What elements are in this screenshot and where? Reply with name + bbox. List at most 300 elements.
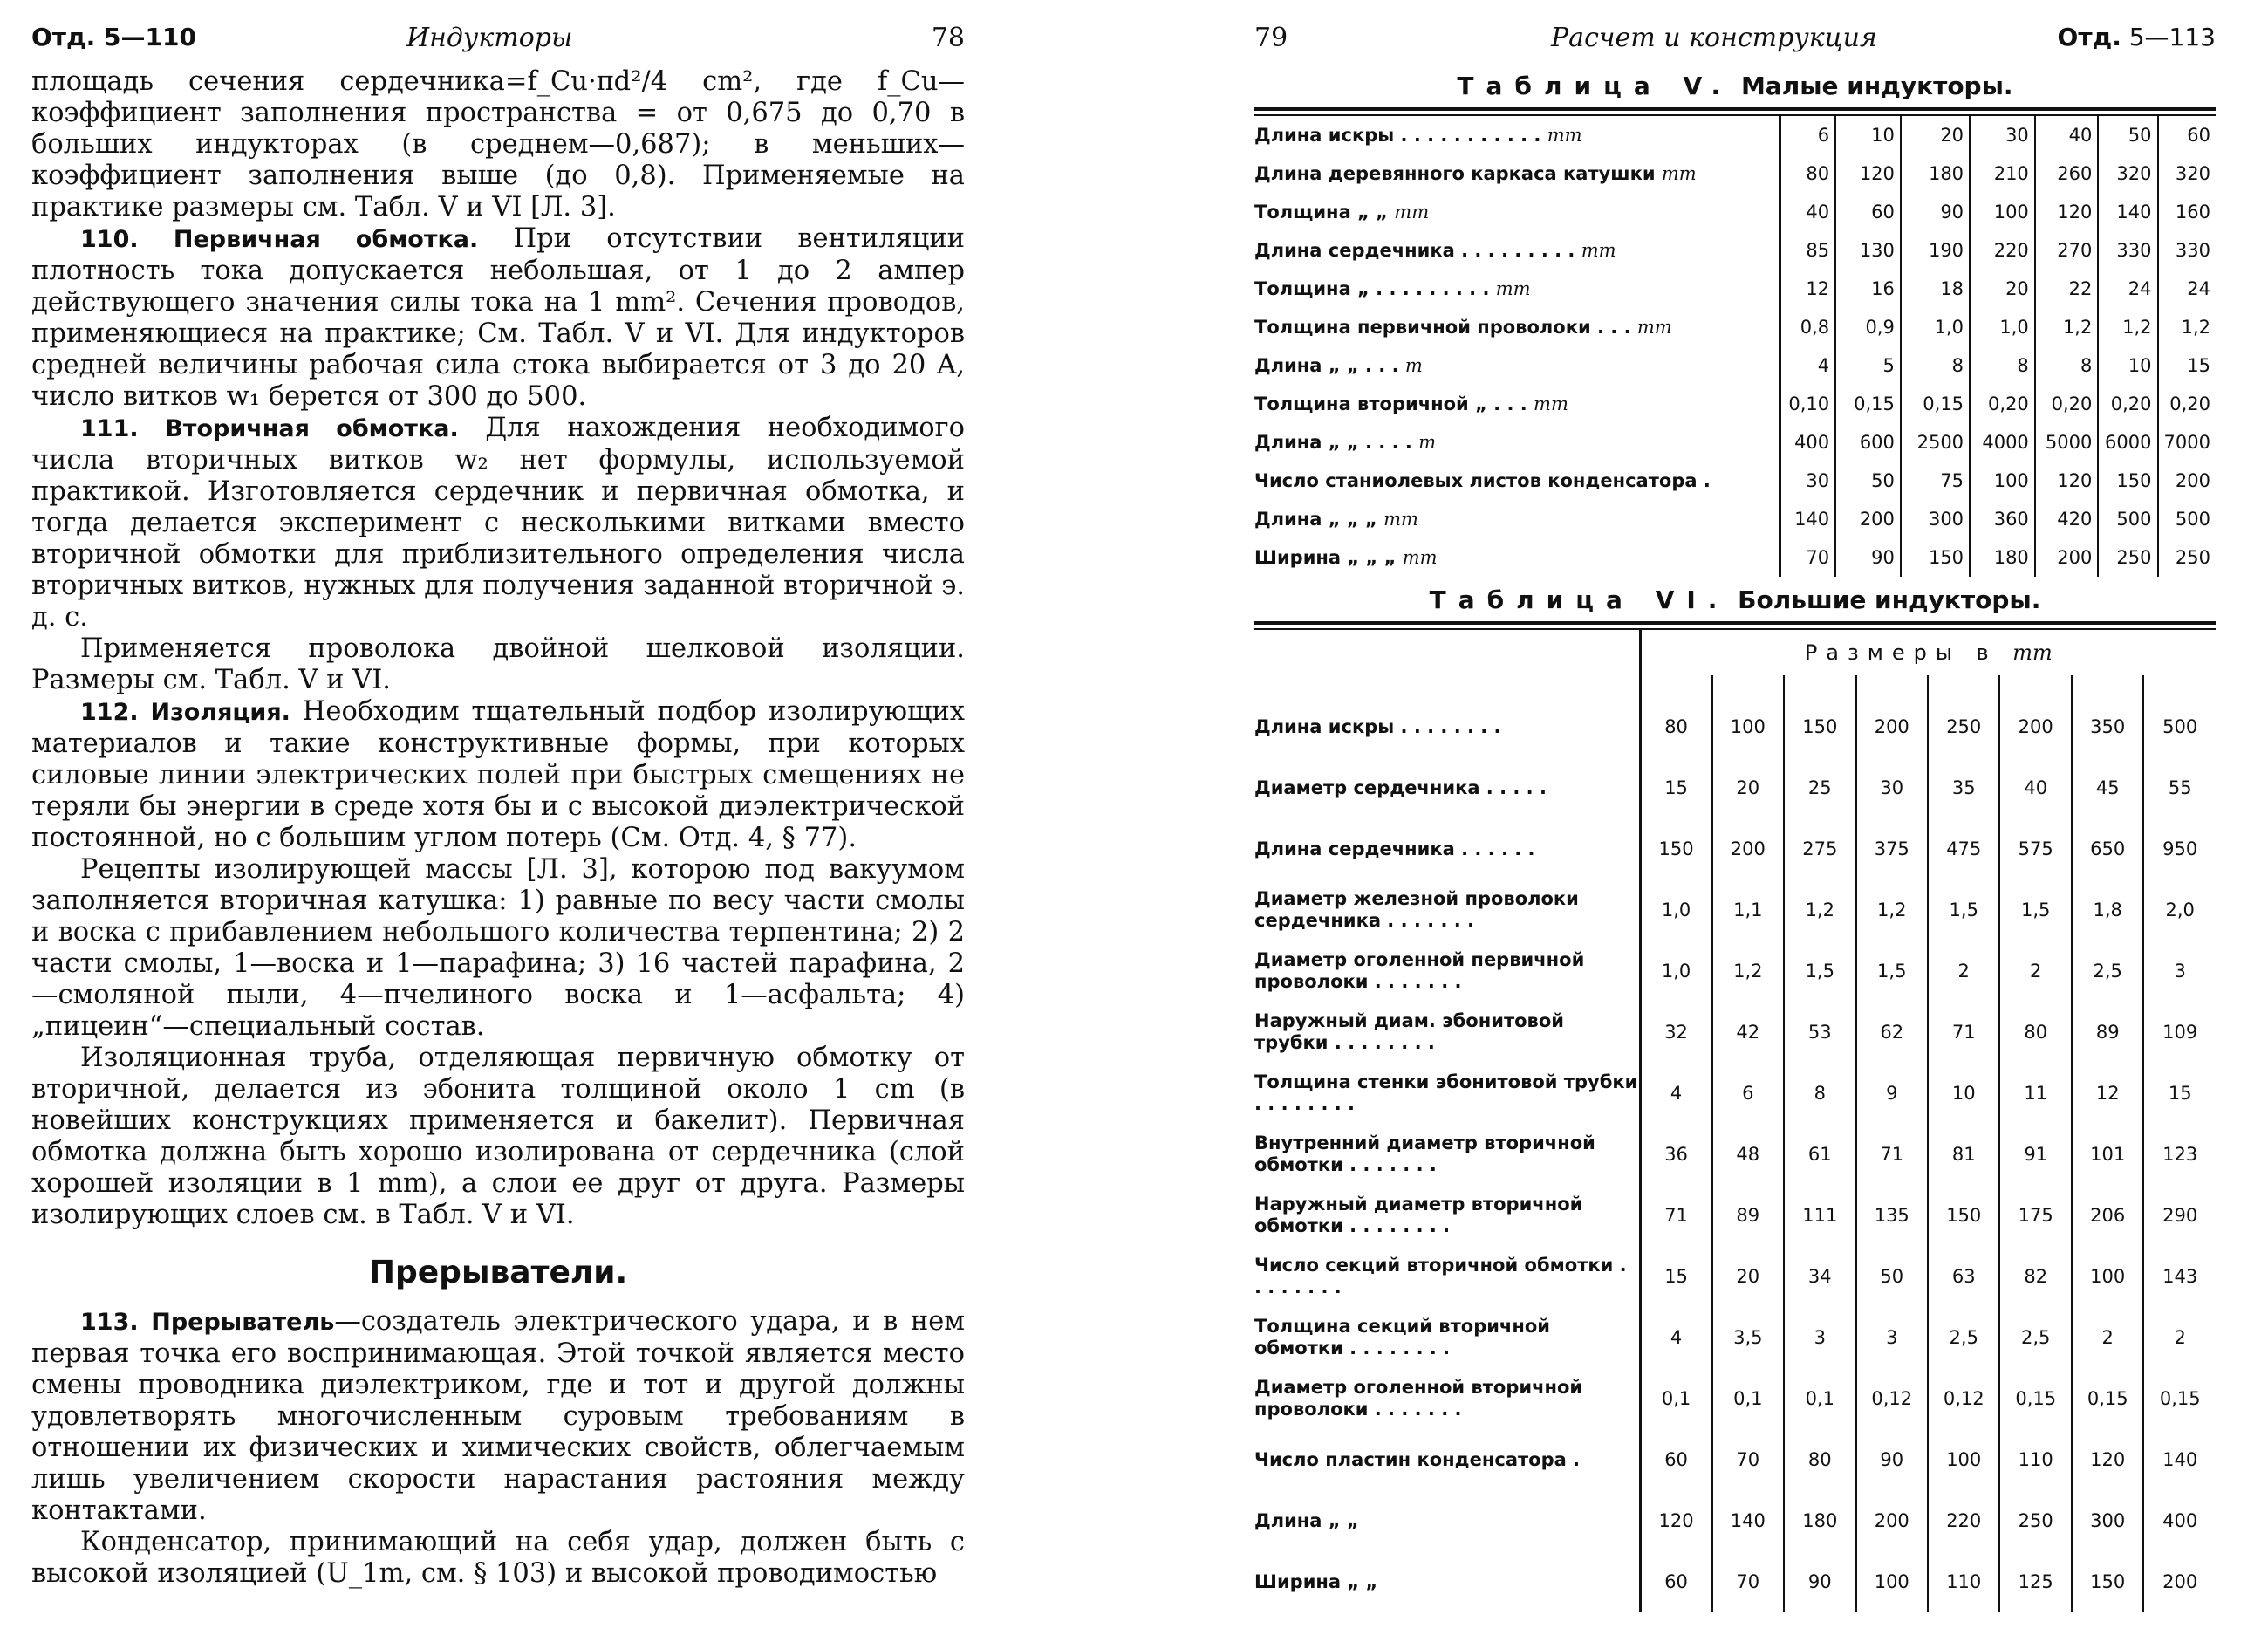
table5-row (1254, 385, 2216, 423)
table6-cell: 50 (1856, 1246, 1928, 1307)
table6-cell: 200 (2143, 1551, 2216, 1612)
table6-cell: 20 (1712, 757, 1784, 818)
table6-cell: 15 (1640, 757, 1711, 818)
table6-cell: 81 (1928, 1124, 1999, 1185)
table5-cell: 12 (1780, 270, 1835, 308)
table5-cell: 250 (2158, 538, 2217, 577)
table6-cell: 150 (1640, 818, 1711, 879)
table5-label-text: Длина сердечника . . . . . . . . . (1254, 240, 1575, 261)
table5-top-rule (1254, 107, 2216, 116)
table5-cell: 180 (1970, 538, 2035, 577)
table5-label-text: Длина искры . . . . . . . . . . . (1254, 125, 1541, 146)
table6-cell: 300 (2072, 1490, 2143, 1551)
table6-cell: 40 (1999, 757, 2071, 818)
table6-cell: 1,0 (1640, 879, 1711, 941)
table5-cell: 1,0 (1970, 308, 2035, 346)
table6-cell: 71 (1928, 1002, 1999, 1063)
table6-row-label: Число секций вторичной обмотки . . . . . . . . (1254, 1255, 1627, 1297)
table6-cell: 400 (2143, 1490, 2216, 1551)
table6-cell: 1,5 (1928, 879, 1999, 941)
table6-cell: 125 (1999, 1551, 2071, 1612)
table5-cell: 8 (1901, 346, 1970, 385)
table5-cell: 0,15 (1901, 385, 1970, 423)
table6-cell: 1,5 (1784, 941, 1855, 1002)
table6-cell: 0,15 (2072, 1368, 2143, 1429)
table5-cell: 90 (1901, 193, 1970, 231)
table6-row-label: Длина „ „ (1254, 1509, 1359, 1531)
table6-cell: 3,5 (1712, 1307, 1784, 1368)
paragraph-number: 113. (80, 1309, 139, 1336)
table5-cell: 250 (2098, 538, 2157, 577)
table6-cell: 48 (1712, 1124, 1784, 1185)
table6-cell: 91 (1999, 1124, 2071, 1185)
table6-cell: 150 (1784, 696, 1855, 757)
table6-spacer-cell (1999, 675, 2071, 696)
table5-cell: 75 (1901, 462, 1970, 500)
table5-cell: 6000 (2098, 423, 2157, 462)
table5-cell: 200 (1835, 500, 1901, 538)
table5-cell: 0,15 (1835, 385, 1901, 423)
table6-row (1254, 1429, 2216, 1490)
paragraph-text: Необходим тщательный подбор изолирующих материалов и такие конструктивные формы, при которых силовые линии электрических полей при быстрых смещениях не теряли бы энергии в среде хотя бы и с высокой диэлектрической постоянной, но с большим углом потерь (См. Отд. 4, § 77). (31, 696, 965, 853)
table6-cell: 950 (2143, 818, 2216, 879)
table6-cell: 2,5 (1999, 1307, 2071, 1368)
table6-cell: 206 (2072, 1185, 2143, 1246)
table5-cell: 120 (1835, 154, 1901, 193)
table5-cell: 150 (2098, 462, 2157, 500)
table6-spacer-cell (1856, 675, 1928, 696)
table5-unit: mm (1636, 317, 1672, 338)
table6-row (1254, 941, 2216, 1002)
table6-cell: 0,15 (1999, 1368, 2071, 1429)
table5-label-text: Толщина „ „ (1254, 202, 1388, 222)
paragraph-heading: Изоляция. (150, 699, 290, 726)
table6-cell: 150 (1928, 1185, 1999, 1246)
table6-cell: 25 (1784, 757, 1855, 818)
table5-cell: 100 (1970, 193, 2035, 231)
table6-cell: 63 (1928, 1246, 1999, 1307)
table6-caption-title: Большие индукторы. (1738, 585, 2041, 614)
table6-cell: 60 (1640, 1429, 1711, 1490)
table6-row (1254, 818, 2216, 879)
table5-cell: 210 (1970, 154, 2035, 193)
table5-label-text: Толщина первичной проволоки . . . (1254, 317, 1631, 338)
table6-row-label: Число пластин конденсатора . (1254, 1448, 1581, 1470)
table5-cell: 1,0 (1901, 308, 1970, 346)
table5-label-text: Длина „ „ . . . (1254, 355, 1399, 376)
paragraph-text: При отсутствии вентиляции плотность тока допускается небольшая, от 1 до 2 ампер действующего значения силы тока на 1 mm². Сечения проводов, применяющиеся на практике; См. Табл. V и VI. Для индукторов средней величины рабочая сила стока выбирается от 3 до 20 A, число витков w₁ берется от 300 до 500. (31, 223, 966, 412)
table5-cell: 60 (2158, 116, 2217, 154)
table5-row-label (1254, 385, 1780, 423)
table6-cell: 120 (1640, 1490, 1711, 1551)
table5-cell: 16 (1835, 270, 1901, 308)
table5-row-label (1254, 116, 1780, 154)
table6-header-row (1254, 630, 2216, 675)
table5-cell: 600 (1835, 423, 1901, 462)
table6-header-cell (1640, 630, 2216, 675)
table5-cell: 260 (2035, 154, 2099, 193)
table5-row-label (1254, 154, 1780, 193)
table6-row (1254, 757, 2216, 818)
table5-row (1254, 193, 2216, 231)
table5-cell: 140 (1780, 500, 1835, 538)
table6-spacer-cell (1928, 675, 1999, 696)
table6-row-label: Длина сердечника . . . . . . (1254, 838, 1535, 859)
table5-cell: 7000 (2158, 423, 2217, 462)
table6-cell: 90 (1856, 1429, 1928, 1490)
table6-cell: 2,5 (2072, 941, 2143, 1002)
paragraph-heading: Вторичная обмотка. (165, 415, 459, 442)
table5-label-text: Ширина „ „ „ (1254, 547, 1397, 568)
table5-cell: 22 (2035, 270, 2099, 308)
left-page-number: 78 (931, 23, 965, 53)
table5-label-text: Число станиолевых листов конденсатора . (1254, 470, 1711, 491)
table6-cell: 1,2 (1712, 941, 1784, 1002)
paragraph-heading: Первичная обмотка. (173, 226, 479, 253)
table6-cell: 500 (2143, 696, 2216, 757)
table6-cell: 1,2 (1856, 879, 1928, 941)
table5-cell: 0,20 (2035, 385, 2099, 423)
table6-cell: 2 (1928, 941, 1999, 1002)
table6-cell: 42 (1712, 1002, 1784, 1063)
table6-row (1254, 696, 2216, 757)
table6-row (1254, 879, 2216, 941)
table5-label-text: Длина „ „ . . . . (1254, 432, 1412, 453)
table6-cell: 2 (2143, 1307, 2216, 1368)
table5-row-label (1254, 423, 1780, 462)
table6-cell: 180 (1784, 1490, 1855, 1551)
table5-label-text: Толщина „ . . . . . . . . . (1254, 278, 1490, 299)
table5-label-text: Длина деревянного каркаса катушки (1254, 163, 1656, 184)
table5-cell: 330 (2098, 231, 2157, 270)
table6-cell: 0,12 (1856, 1368, 1928, 1429)
table5-cell: 20 (1901, 116, 1970, 154)
table5-row (1254, 500, 2216, 538)
table5-cell: 4 (1780, 346, 1835, 385)
table5-row (1254, 116, 2216, 154)
table5-cell: 140 (2098, 193, 2157, 231)
section-heading: Прерыватели. (368, 1255, 628, 1290)
table6-cell: 89 (1712, 1185, 1784, 1246)
table5-cell: 4000 (1970, 423, 2035, 462)
table6-spacer-cell (1254, 675, 1640, 696)
table5-cell: 150 (1901, 538, 1970, 577)
table6-cell: 89 (2072, 1002, 2143, 1063)
table6-cell: 32 (1640, 1002, 1711, 1063)
table5-unit: mm (1661, 163, 1697, 184)
table6-cell: 0,1 (1712, 1368, 1784, 1429)
table6-row-label: Толщина стенки эбонитовой трубки . . . . . . . . (1254, 1071, 1638, 1114)
table5-cell: 85 (1780, 231, 1835, 270)
paragraph-text: Для нахождения необходимого числа вторичных витков w₂ нет формулы, используемой практикой. Изготовляется сердечник и первичная обмотка, и тогда делается эксперимент с несколькими витками вместо вторичной обмотки для приблизительного определения числа вторичных витков, нужных для получения заданной вторичной э. д. с. (31, 413, 965, 633)
table6-spacer-cell (1712, 675, 1784, 696)
paragraph-text: Применяется проволока двойной шелковой изоляции. Размеры см. Табл. V и VI. (31, 633, 965, 695)
table6-cell: 2,5 (1928, 1307, 1999, 1368)
table6-row-label: Диаметр оголенной первичной проволоки . . . . . . . (1254, 949, 1585, 992)
table5-row-label (1254, 270, 1780, 308)
table5-unit: mm (1394, 202, 1430, 222)
table6-cell: 0,15 (2143, 1368, 2216, 1429)
table6 (1254, 630, 2216, 1612)
table6-spacer-row (1254, 675, 2216, 696)
table6-cell: 110 (1928, 1551, 1999, 1612)
table6-cell: 250 (1999, 1490, 2071, 1551)
table6-cell: 45 (2072, 757, 2143, 818)
table6-cell: 3 (2143, 941, 2216, 1002)
table6-row-label: Длина искры . . . . . . . . (1254, 715, 1501, 737)
table6-cell: 220 (1928, 1490, 1999, 1551)
table5-cell: 180 (1901, 154, 1970, 193)
table6-cell: 111 (1784, 1185, 1855, 1246)
table6-cell: 53 (1784, 1002, 1855, 1063)
table5-cell: 70 (1780, 538, 1835, 577)
table6-cell: 90 (1784, 1551, 1855, 1612)
table5-unit: mm (1547, 125, 1582, 146)
table5-label-text: Толщина вторичной „ . . . (1254, 393, 1527, 414)
table5-row (1254, 538, 2216, 577)
table5-cell: 40 (1780, 193, 1835, 231)
table6-cell: 1,2 (1784, 879, 1855, 941)
table5-cell: 30 (1780, 462, 1835, 500)
table6-cell: 200 (1712, 818, 1784, 879)
table5 (1254, 116, 2216, 577)
table5-cell: 330 (2158, 231, 2217, 270)
table5-cell: 200 (2035, 538, 2099, 577)
paragraph-number: 112. (80, 699, 139, 726)
table6-caption-label: Таблица VI. (1429, 585, 1730, 614)
table5-label-text: Длина „ „ „ (1254, 509, 1377, 530)
paragraph-text: —создатель электрического удара, и в нем первая точка его воспринимающая. Этой точкой является место смены проводника диэлектриком, где и тот и другой должны удовлетворять многочисленным суровым требованиям в отношении их физических и химических свойств, облегчаемым лишь увеличением скорости нарастания растояния между контактами. (31, 1306, 965, 1526)
table6-cell: 101 (2072, 1124, 2143, 1185)
table6-row (1254, 1490, 2216, 1551)
table6-row (1254, 1063, 2216, 1124)
table6-cell: 150 (2072, 1551, 2143, 1612)
table5-row-label (1254, 538, 1780, 577)
table6-cell: 80 (1784, 1429, 1855, 1490)
table6-row (1254, 1246, 2216, 1307)
table5-cell: 0,8 (1780, 308, 1835, 346)
table5-row (1254, 346, 2216, 385)
table6-caption (1254, 585, 2216, 614)
table6-cell: 4 (1640, 1063, 1711, 1124)
table5-cell: 190 (1901, 231, 1970, 270)
table6-cell: 575 (1999, 818, 2071, 879)
table6-cell: 71 (1640, 1185, 1711, 1246)
table6-cell: 2 (2072, 1307, 2143, 1368)
table5-cell: 50 (1835, 462, 1901, 500)
left-running-head (31, 16, 965, 66)
table6-cell: 1,1 (1712, 879, 1784, 941)
table5-cell: 0,20 (2158, 385, 2217, 423)
table6-cell: 36 (1640, 1124, 1711, 1185)
table6-cell: 100 (2072, 1246, 2143, 1307)
table5-cell: 5000 (2035, 423, 2099, 462)
table6-cell: 200 (1856, 696, 1928, 757)
table6-cell: 0,1 (1784, 1368, 1855, 1429)
table6-row-label: Наружный диам. эбонитовой трубки . . . . . . . . (1254, 1010, 1564, 1053)
table6-spacer-cell (1640, 675, 1711, 696)
table5-caption-title: Малые индукторы. (1740, 72, 2013, 100)
table6-cell: 70 (1712, 1551, 1784, 1612)
table5-row (1254, 308, 2216, 346)
paragraph-number: 110. (80, 226, 139, 253)
table6-cell: 175 (1999, 1185, 2071, 1246)
table5-cell: 1,2 (2098, 308, 2157, 346)
table5-row (1254, 231, 2216, 270)
table6-cell: 475 (1928, 818, 1999, 879)
table5-cell: 0,20 (2098, 385, 2157, 423)
table5-cell: 320 (2098, 154, 2157, 193)
table6-row (1254, 1368, 2216, 1429)
table5-row (1254, 154, 2216, 193)
table6-cell: 290 (2143, 1185, 2216, 1246)
table6-cell: 250 (1928, 696, 1999, 757)
left-page (0, 0, 1003, 1649)
table5-cell: 50 (2098, 116, 2157, 154)
table5-row-label (1254, 500, 1780, 538)
paragraph (31, 66, 965, 223)
table5-cell: 10 (2098, 346, 2157, 385)
table6-cell: 375 (1856, 818, 1928, 879)
table6-cell: 100 (1712, 696, 1784, 757)
table6-cell: 6 (1712, 1063, 1784, 1124)
table5-cell: 15 (2158, 346, 2217, 385)
table5-cell: 2500 (1901, 423, 1970, 462)
table5-cell: 220 (1970, 231, 2035, 270)
section-num: 5—113 (2128, 23, 2216, 51)
table6-cell: 135 (1856, 1185, 1928, 1246)
table6-cell: 80 (1999, 1002, 2071, 1063)
table5-cell: 160 (2158, 193, 2217, 231)
table6-row (1254, 1124, 2216, 1185)
table6-cell: 140 (1712, 1490, 1784, 1551)
table6-row-label: Диаметр железной проволоки сердечника . . . . . . . (1254, 888, 1579, 931)
table6-cell: 200 (1856, 1490, 1928, 1551)
table6-cell: 0,12 (1928, 1368, 1999, 1429)
table6-cell: 9 (1856, 1063, 1928, 1124)
table6-spacer-cell (1784, 675, 1855, 696)
table5-row-label (1254, 231, 1780, 270)
table6-cell: 4 (1640, 1307, 1711, 1368)
table5-cell: 80 (1780, 154, 1835, 193)
table6-cell: 275 (1784, 818, 1855, 879)
table6-cell: 140 (2143, 1429, 2216, 1490)
table5-cell: 300 (1901, 500, 1970, 538)
table6-top-rule (1254, 621, 2216, 630)
table6-cell: 109 (2143, 1002, 2216, 1063)
table6-cell: 82 (1999, 1246, 2071, 1307)
table5-cell: 120 (2035, 462, 2099, 500)
table6-cell: 3 (1856, 1307, 1928, 1368)
table5-cell: 270 (2035, 231, 2099, 270)
table5-cell: 40 (2035, 116, 2099, 154)
table6-row (1254, 1185, 2216, 1246)
table6-cell: 100 (1856, 1551, 1928, 1612)
table5-cell: 0,9 (1835, 308, 1901, 346)
table5-unit: mm (1383, 509, 1418, 530)
table6-cell: 71 (1856, 1124, 1928, 1185)
table5-caption (1254, 72, 2216, 100)
table6-cell: 110 (1999, 1429, 2071, 1490)
paragraph (31, 413, 965, 633)
table5-cell: 400 (1780, 423, 1835, 462)
left-body-text (31, 66, 965, 1590)
paragraph-text: Рецепты изолирующей массы [Л. 3], которою под вакуумом заполняется вторичная катушка: 1) равные по весу части смолы и воска с прибавлением небольшого количества терпентина; 2) 2 части смолы, 1—воска и 1—парафина; 3) 16 частей парафина, 2—смоляной пыли, 4—пчелиного воска и 1—асфальта; 4) „пицеин“—специальный состав. (31, 854, 965, 1042)
table6-cell: 61 (1784, 1124, 1855, 1185)
table6-cell: 3 (1784, 1307, 1855, 1368)
table6-cell: 2,0 (2143, 879, 2216, 941)
table5-row (1254, 462, 2216, 500)
table6-row-label: Наружный диаметр вторичной обмотки . . . . . . . . (1254, 1194, 1583, 1236)
table5-cell: 60 (1835, 193, 1901, 231)
table6-cell: 15 (1640, 1246, 1711, 1307)
table6-cell: 650 (2072, 818, 2143, 879)
paragraph-heading: Прерыватель (151, 1309, 335, 1336)
table5-cell: 90 (1835, 538, 1901, 577)
table6-cell: 20 (1712, 1246, 1784, 1307)
table6-cell: 123 (2143, 1124, 2216, 1185)
paragraph-number: 111. (80, 415, 139, 442)
table6-row-label: Внутренний диаметр вторичной обмотки . . . . . . . (1254, 1132, 1595, 1175)
table5-cell: 0,20 (1970, 385, 2035, 423)
table6-header-unit: mm (2012, 640, 2053, 665)
table6-row-label: Толщина секций вторичной обмотки . . . . . . . . (1254, 1316, 1551, 1358)
table5-row-label (1254, 308, 1780, 346)
paragraph (31, 854, 965, 1043)
right-page (1213, 0, 2268, 1649)
table5-cell: 100 (1970, 462, 2035, 500)
table5-unit: mm (1534, 393, 1568, 414)
table5-cell: 360 (1970, 500, 2035, 538)
table6-cell: 1,5 (1999, 879, 2071, 941)
paragraph (31, 1306, 965, 1527)
table5-cell: 24 (2098, 270, 2157, 308)
table6-cell: 70 (1712, 1429, 1784, 1490)
table6-cell: 200 (1999, 696, 2071, 757)
table5-cell: 8 (1970, 346, 2035, 385)
paragraph (31, 223, 965, 413)
table5-cell: 200 (2158, 462, 2217, 500)
right-running-head (1254, 16, 2216, 66)
table6-row-label: Диаметр оголенной вторичной проволоки . . . . . . . (1254, 1377, 1583, 1420)
right-page-number: 79 (1254, 23, 1288, 53)
table5-unit: m (1404, 355, 1423, 376)
table5-cell: 10 (1835, 116, 1901, 154)
right-section-number (2058, 23, 2216, 51)
table6-cell: 1,5 (1856, 941, 1928, 1002)
paragraph (31, 633, 965, 696)
table6-header-text: Размеры в (1804, 640, 1998, 665)
table6-row-label: Диаметр сердечника . . . . . (1254, 777, 1547, 798)
table5-cell: 130 (1835, 231, 1901, 270)
table5-row-label (1254, 346, 1780, 385)
table5-cell: 18 (1901, 270, 1970, 308)
table6-cell: 120 (2072, 1429, 2143, 1490)
table6-spacer-cell (2072, 675, 2143, 696)
table5-cell: 24 (2158, 270, 2217, 308)
table6-cell: 8 (1784, 1063, 1855, 1124)
table5-caption-label: Таблица V. (1457, 72, 1733, 100)
table5-cell: 120 (2035, 193, 2099, 231)
paragraph (31, 1043, 965, 1231)
table5-unit: m (1418, 432, 1437, 453)
table5-cell: 320 (2158, 154, 2217, 193)
paragraph-text: Конденсатор, принимающий на себя удар, должен быть с высокой изоляцией (U_1m, см. § 103) и высокой проводимостью (31, 1527, 965, 1589)
table6-cell: 30 (1856, 757, 1928, 818)
table6-cell: 100 (1928, 1429, 1999, 1490)
table6-row (1254, 1307, 2216, 1368)
table6-row-label: Ширина „ „ (1254, 1570, 1378, 1592)
